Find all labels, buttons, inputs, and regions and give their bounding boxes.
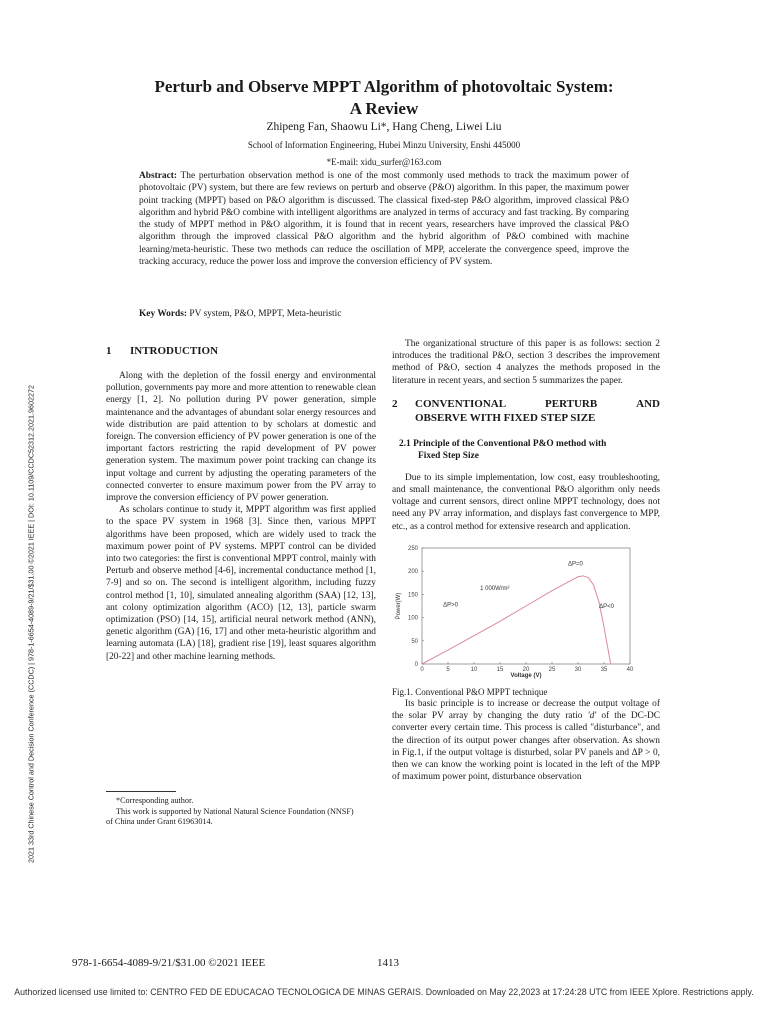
- email: *E-mail: xidu_surfer@163.com: [326, 157, 442, 167]
- section-1-number: 1: [106, 345, 112, 357]
- x-axis-label: Voltage (V): [510, 672, 542, 679]
- section-2-heading: [392, 397, 660, 425]
- section-1-heading: [106, 344, 376, 358]
- x-tick-label: 20: [522, 666, 530, 673]
- x-tick-label: 25: [548, 666, 556, 673]
- footer-isbn: 978-1-6654-4089-9/21/$31.00 ©2021 IEEE: [72, 957, 266, 969]
- page-number: 1413: [377, 957, 399, 969]
- principle-text-2: of the DC-DC converter every certain time. This process is called "disturbance", and the direction of its output power changes after observation. As shown in Fig.1, if the output voltage is disturbed, solar PV panels and ΔP > 0, then we can know the working point is located in the left of the MPP of maximum power point, disturbance observation: [392, 711, 660, 783]
- y-tick-label: 250: [407, 545, 418, 552]
- footnote: [106, 796, 376, 828]
- y-tick-label: 100: [407, 615, 418, 622]
- abstract: [139, 170, 629, 268]
- section-2-line-2: OBSERVE WITH FIXED STEP SIZE: [415, 411, 596, 424]
- y-axis-label: Power(W): [396, 592, 402, 620]
- right-column: [392, 338, 660, 783]
- funding-note-line-2: of China under Grant 61963014.: [106, 817, 213, 826]
- keywords-text: PV system, P&O, MPPT, Meta-heuristic: [187, 309, 342, 319]
- principle-text-1: Its basic principle is to increase or decrease the output voltage of the solar PV array by changing the duty ratio: [392, 699, 660, 722]
- irradiance-annotation: 1 000W/m²: [480, 585, 510, 592]
- keywords-label: Key Words:: [139, 309, 188, 319]
- authorized-use-notice: Authorized licensed use limited to: CENTRO FED DE EDUCACAO TECNOLOGICA DE MINAS GERAIS. Downloaded on May 22,2023 at 17:24:28 UTC from IEEE Xplore. Restrictions apply.: [14, 987, 754, 997]
- y-tick-label: 200: [407, 569, 418, 576]
- pv-power-curve: [422, 576, 611, 664]
- y-tick-label: 0: [414, 661, 418, 668]
- pv-curve-chart: [392, 538, 660, 686]
- paper-title: [100, 76, 668, 120]
- x-tick-label: 10: [470, 666, 478, 673]
- x-tick-label: 5: [446, 666, 450, 673]
- funding-note-line-1: This work is supported by National Natural Science Foundation (NNSF): [116, 806, 354, 816]
- x-tick-label: 30: [574, 666, 582, 673]
- mpp-annotation: ΔP=0: [567, 561, 583, 568]
- y-tick-label: 150: [407, 592, 418, 599]
- x-tick-label: 40: [626, 666, 634, 673]
- x-tick-label: 35: [600, 666, 608, 673]
- left-region-annotation: ΔP>0: [443, 602, 459, 609]
- title-line-1: Perturb and Observe MPPT Algorithm of photovoltaic System:: [154, 77, 614, 96]
- subsection-2-1-line-1: 2.1 Principle of the Conventional P&O method with: [399, 438, 607, 449]
- corresponding-author-note: *Corresponding author.: [116, 796, 194, 805]
- intro-paragraph-2: As scholars continue to study it, MPPT algorithm was first applied to the space PV system in 1968 [3]. Since then, various MPPT algorithms have been proposed, which are widely used to track the maximum power point of PV systems. MPPT control can be divided into two categories: the first is conventional MPPT control, mainly with Perturb and observe method [4-6], incremental conductance method [1, 7-9] and so on. The second is intelligent algorithm, including fuzzy control method [1, 10], simulated annealing algorithm (SAA) [12, 13], ant colony optimization algorithm (ACO) [12, 13], particle swarm optimization (PSO) [14, 15], artificial neural network method (ANN), genetic algorithm (GA) [16, 17] and other meta-heuristic algorithm and learning automata (LA) [18], gradient rise [19], least squares algorithm [20-22] and other machine learning methods.: [106, 505, 376, 662]
- abstract-label: Abstract:: [139, 171, 178, 181]
- x-tick-label: 0: [420, 666, 424, 673]
- section-1-title: INTRODUCTION: [130, 345, 219, 357]
- organization-paragraph: The organizational structure of this paper is as follows: section 2 introduces the traditional P&O, section 3 describes the improvement method of P&O, section 4 analyzes the methods proposed in the literature in recent years, and section 5 summarizes the paper.: [392, 339, 660, 386]
- title-line-2: A Review: [349, 99, 419, 118]
- intro-paragraph-1: Along with the depletion of the fossil energy and environmental pollution, governments pay more and more attention to renewable clean energy [1, 2]. No pollution during PV power generation, simple maintenance and the advantages of abundant solar energy resources and wide distribution are paid attention to by scholars at domestic and foreign. The conversion efficiency of PV power generation is one of the important factors restricting the rapid development of PV power generation system. The maximum power point tracking can change its input voltage and current by adjusting the operating parameters of the connected converter to ensure maximum power from the PV array to improve the conversion efficiency of PV power generation.: [106, 371, 376, 504]
- keywords: [139, 309, 629, 319]
- y-tick-label: 50: [411, 638, 418, 645]
- abstract-text: The perturbation observation method is one of the most commonly used methods to track the maximum power of photovoltaic (PV) system, but there are few reviews on perturb and observe (P&O) algorithm. In this paper, the maximum power point tracking (MPPT) based on P&O algorithm is discussed. The classical fixed-step P&O algorithm, improved classical P&O algorithm and hybrid P&O combine with intelligent algorithms are analyzed in terms of accuracy and fast tracking. By comparing the study of MPPT method in P&O algorithm, it is found that in recent years, researchers have improved the classical P&O algorithm through the improved classical P&O algorithm and the hybrid algorithm of P&O combined with machine learning/meta-heuristic. These two methods can reduce the oscillation of MPP, accelerate the convergence speed, improve the tracking accuracy, reduce the power loss and improve the conversion efficiency of PV system.: [139, 171, 629, 268]
- footnote-divider: [106, 791, 176, 792]
- principle-paragraph: [392, 698, 660, 783]
- right-region-annotation: ΔP<0: [599, 603, 615, 610]
- subsection-2-1-heading: [392, 438, 660, 462]
- subsection-2-1-paragraph: Due to its simple implementation, low cost, easy troubleshooting, and small maintenance, the conventional P&O algorithm only needs voltage and current sensors, direct online MPPT technology, does not need any PV array information, and displays fast convergence to MPP, etc., as a control method for extensive research and application.: [392, 472, 660, 532]
- subsection-2-1-line-2: Fixed Step Size: [418, 450, 479, 461]
- authors: Zhipeng Fan, Shaowu Li*, Hang Cheng, Liwei Liu: [266, 121, 502, 133]
- section-2-word-3: AND: [636, 397, 660, 410]
- duty-ratio-symbol: 'd': [587, 711, 597, 722]
- affiliation: School of Information Engineering, Hubei Minzu University, Enshi 445000: [247, 140, 521, 150]
- section-2-number: 2: [392, 397, 398, 410]
- x-tick-label: 15: [496, 666, 504, 673]
- section-2-word-1: CONVENTIONAL: [415, 397, 507, 410]
- figure-1-caption: Fig.1. Conventional P&O MPPT technique: [392, 686, 548, 697]
- side-conference-banner: 2021 33rd Chinese Control and Decision Conference (CCDC) | 978-1-6654-4089-9/21/$31.00 ©2021 IEEE | DOI: 10.1109/CCDC52312.2021.9602272: [26, 385, 36, 863]
- left-column: [106, 344, 376, 663]
- figure-1: [392, 538, 660, 686]
- section-2-word-2: PERTURB: [545, 397, 598, 410]
